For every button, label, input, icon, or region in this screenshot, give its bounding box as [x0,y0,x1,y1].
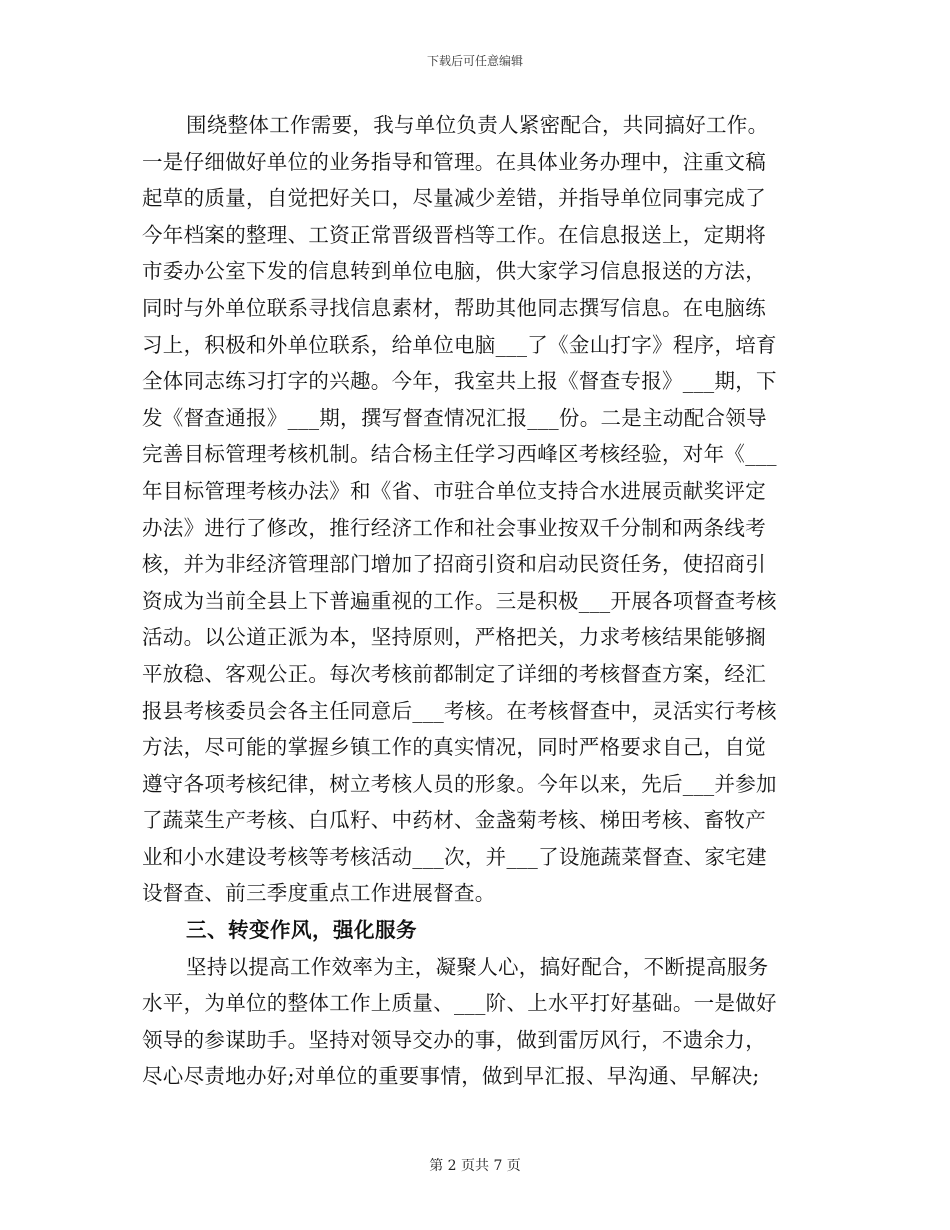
paragraph-line: 全体同志练习打字的兴趣。今年，我室共上报《督查专报》___期，下 [142,369,777,394]
paragraph-line: 一是仔细做好单位的业务指导和管理。在具体业务办理中，注重文稿 [142,149,766,174]
paragraph-line: 尽心尽责地办好;对单位的重要事情，做到早汇报、早沟通、早解决; [142,1064,760,1089]
paragraph-line: 核，并为非经济管理部门增加了招商引资和启动民资任务，使招商引 [142,552,766,577]
page-number: 第 2 页共 7 页 [429,1158,521,1174]
paragraph-line: 同时与外单位联系寻找信息素材，帮助其他同志撰写信息。在电脑练 [142,295,766,320]
paragraph-line: 发《督查通报》___期，撰写督查情况汇报___份。二是主动配合领导 [142,405,767,430]
paragraph-line: 了蔬菜生产考核、白瓜籽、中药材、金盏菊考核、梯田考核、畜牧产 [142,808,766,833]
paragraph-line: 起草的质量，自觉把好关口，尽量减少差错，并指导单位同事完成了 [142,186,766,211]
paragraph-line: 水平，为单位的整体工作上质量、___阶、上水平打好基础。一是做好 [142,991,777,1016]
paragraph-line: 业和小水建设考核等考核活动___次，并___了设施蔬菜督查、家宅建 [142,844,767,869]
paragraph-line: 平放稳、客观公正。每次考核前都制定了详细的考核督查方案，经汇 [142,661,766,686]
paragraph-line: 活动。以公道正派为本，坚持原则，严格把关，力求考核结果能够搁 [142,625,766,650]
paragraph-line: 领导的参谋助手。坚持对领导交办的事，做到雷厉风行，不遗余力， [142,1027,766,1052]
paragraph-line: 办法》进行了修改，推行经济工作和社会事业按双千分制和两条线考 [142,515,766,540]
paragraph-line: 完善目标管理考核机制。结合杨主任学习西峰区考核经验，对年《___ [142,442,777,467]
paragraph-line: 今年档案的整理、工资正常晋级晋档等工作。在信息报送上，定期将 [142,222,766,247]
paragraph-line: 方法，尽可能的掌握乡镇工作的真实情况，同时严格要求自己，自觉 [142,735,766,760]
paragraph-line: 坚持以提高工作效率为主，凝聚人心，搞好配合，不断提高服务 [186,954,769,979]
paragraph-line: 资成为当前全县上下普遍重视的工作。三是积极___开展各项督查考核 [142,588,777,613]
document-body [142,107,804,1095]
paragraph-line: 设督查、前三季度重点工作进展督查。 [142,881,496,906]
paragraph-line: 报县考核委员会各主任同意后___考核。在考核督查中，灵活实行考核 [142,698,777,723]
page-header: 下载后可任意编辑 [426,54,523,68]
paragraph-line: 习上，积极和外单位联系，给单位电脑___了《金山打字》程序，培育 [142,332,777,357]
paragraph-line: 围绕整体工作需要，我与单位负责人紧密配合，共同搞好工作。 [186,113,769,137]
paragraph-line: 遵守各项考核纪律，树立考核人员的形象。今年以来，先后___并参加 [142,771,777,796]
paragraph-line: 年目标管理考核办法》和《省、市驻合单位支持合水进展贡献奖评定 [142,478,766,503]
section-heading: 三、转变作风，强化服务 [186,918,417,943]
paragraph-line: 市委办公室下发的信息转到单位电脑，供大家学习信息报送的方法， [142,259,766,284]
